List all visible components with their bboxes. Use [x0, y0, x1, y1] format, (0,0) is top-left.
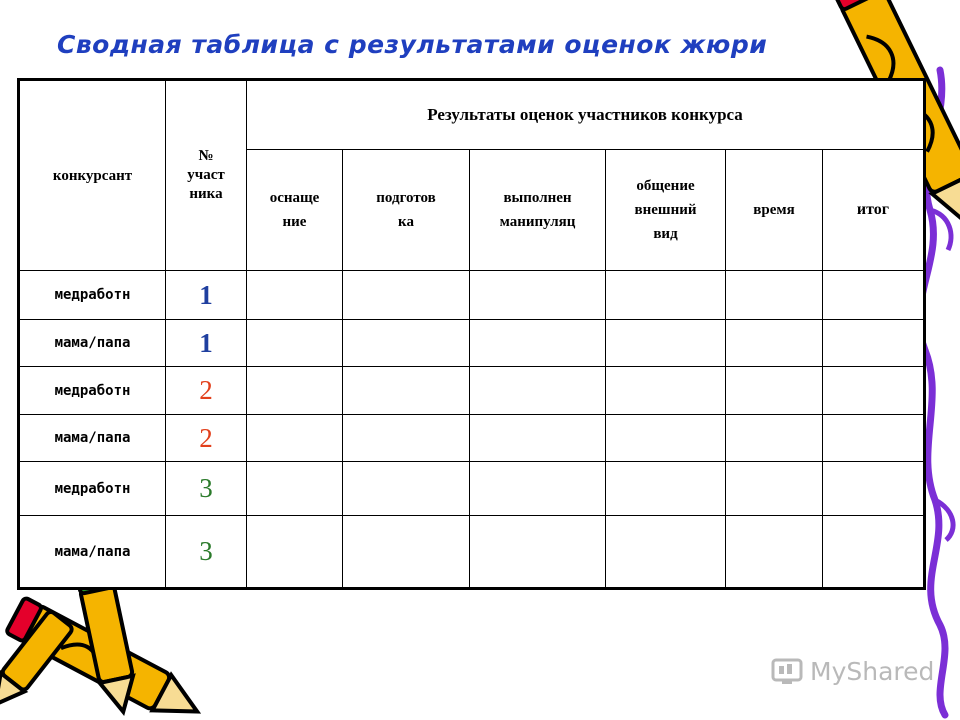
table-row	[19, 462, 925, 516]
score-cell[interactable]	[470, 415, 606, 462]
contestant-cell: мама/папа	[19, 415, 166, 462]
score-cell[interactable]	[823, 271, 925, 320]
score-cell[interactable]	[247, 462, 343, 516]
header-col-equipment: оснаще ние	[247, 150, 343, 271]
contestant-cell: медработн	[19, 367, 166, 415]
mysharing-logo-icon	[770, 656, 804, 686]
score-cell[interactable]	[247, 516, 343, 589]
score-cell[interactable]	[823, 415, 925, 462]
score-cell[interactable]	[606, 367, 726, 415]
participant-number-cell: 3	[166, 462, 247, 516]
table-row	[19, 367, 925, 415]
score-cell[interactable]	[606, 415, 726, 462]
header-col-execution: выполнен манипуляц	[470, 150, 606, 271]
table-row	[19, 271, 925, 320]
score-cell[interactable]	[823, 367, 925, 415]
participant-number-cell: 2	[166, 415, 247, 462]
score-cell[interactable]	[247, 320, 343, 367]
score-cell[interactable]	[606, 271, 726, 320]
score-cell[interactable]	[823, 462, 925, 516]
score-cell[interactable]	[823, 516, 925, 589]
table-row	[19, 320, 925, 367]
contestant-cell: мама/папа	[19, 320, 166, 367]
contestant-cell: медработн	[19, 462, 166, 516]
pencil-bottom-left-2-icon	[77, 569, 140, 715]
score-cell[interactable]	[726, 271, 823, 320]
page-title: Сводная таблица с результатами оценок жюри	[57, 30, 768, 59]
contestant-cell: мама/папа	[19, 516, 166, 589]
score-cell[interactable]	[343, 367, 470, 415]
score-cell[interactable]	[606, 462, 726, 516]
participant-number-cell: 3	[166, 516, 247, 589]
header-results: Результаты оценок участников конкурса	[247, 80, 925, 150]
participant-number-cell: 2	[166, 367, 247, 415]
table-row	[19, 415, 925, 462]
score-cell[interactable]	[343, 516, 470, 589]
watermark	[770, 656, 934, 686]
pencil-bottom-left-3-icon	[0, 610, 74, 714]
score-cell[interactable]	[343, 271, 470, 320]
score-cell[interactable]	[343, 415, 470, 462]
score-cell[interactable]	[726, 367, 823, 415]
header-col-total: итог	[823, 150, 925, 271]
score-cell[interactable]	[247, 271, 343, 320]
pencil-bottom-left-1-icon	[6, 597, 207, 720]
participant-number-cell: 1	[166, 320, 247, 367]
watermark-text: MyShared	[810, 656, 935, 686]
score-cell[interactable]	[470, 271, 606, 320]
score-cell[interactable]	[470, 367, 606, 415]
header-number: № участ ника	[166, 80, 247, 271]
contestant-cell: медработн	[19, 271, 166, 320]
score-cell[interactable]	[606, 320, 726, 367]
score-cell[interactable]	[726, 516, 823, 589]
score-cell[interactable]	[343, 462, 470, 516]
score-cell[interactable]	[247, 415, 343, 462]
score-cell[interactable]	[606, 516, 726, 589]
header-col-communication: общение внешний вид	[606, 150, 726, 271]
score-cell[interactable]	[470, 516, 606, 589]
score-cell[interactable]	[343, 320, 470, 367]
header-col-time: время	[726, 150, 823, 271]
header-col-preparation: подготов ка	[343, 150, 470, 271]
score-cell[interactable]	[726, 415, 823, 462]
score-cell[interactable]	[247, 367, 343, 415]
participant-number-cell: 1	[166, 271, 247, 320]
score-cell[interactable]	[823, 320, 925, 367]
score-cell[interactable]	[726, 320, 823, 367]
header-contestant: конкурсант	[19, 80, 166, 271]
score-cell[interactable]	[726, 462, 823, 516]
results-table	[17, 78, 926, 590]
table-row	[19, 516, 925, 589]
score-cell[interactable]	[470, 320, 606, 367]
score-cell[interactable]	[470, 462, 606, 516]
